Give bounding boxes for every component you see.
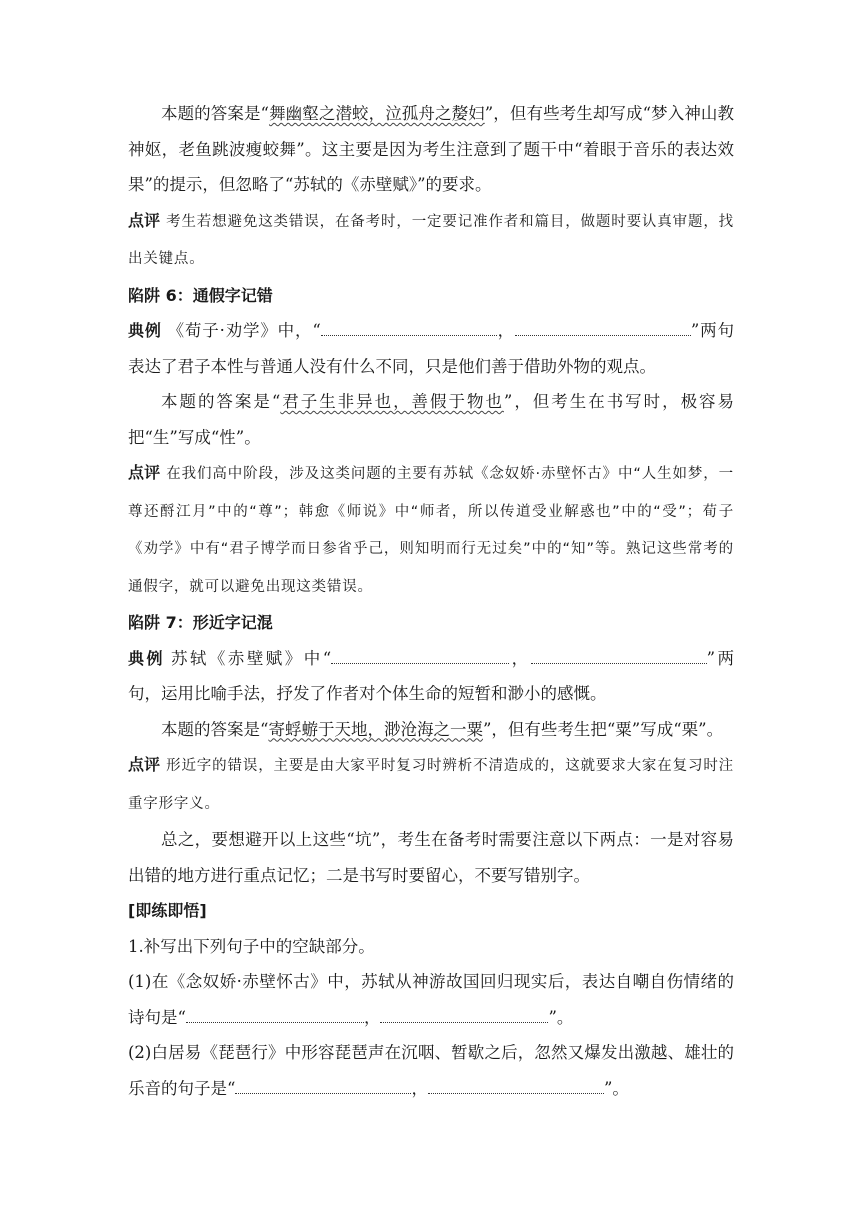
- answer-text: 寄蜉蝣于天地，渺沧海之一粟: [268, 719, 483, 739]
- answer-paragraph-3: 本题的答案是“寄蜉蝣于天地，渺沧海之一粟”，但有些考生把“粟”写成“栗”。: [161, 719, 724, 739]
- document-page: [128, 96, 734, 1106]
- fill-blank[interactable]: [531, 649, 707, 664]
- fill-blank[interactable]: [321, 321, 497, 336]
- fill-blank[interactable]: [428, 1079, 604, 1094]
- comment-2: 点评 在我们高中阶段，涉及这类问题的主要有苏轼《念奴娇·赤壁怀古》中“人生如梦，一尊还酹江月”中的“尊”；韩愈《师说》中“师者，所以传道受业解惑也”中的“受”；荀子《劝学》中有“君子博学而日参省乎己，则知明而行无过矣”中的“知”等。熟记这些常考的通假字，就可以避免出现这类错误。: [128, 463, 734, 595]
- fill-blank[interactable]: [235, 1079, 411, 1094]
- answer-text: 君子生非异也，善假于物也: [280, 392, 504, 411]
- example-label: 典例: [128, 648, 165, 668]
- comment-1: 点评 考生若想避免这类错误，在备考时，一定要记准作者和篇目，做题时要认真审题，找出关键点。: [128, 210, 734, 267]
- comment-label: 点评: [128, 463, 161, 482]
- trap-6-heading: 陷阱 6：通假字记错: [128, 285, 273, 305]
- question-1-part-1: (1)在《念奴娇·赤壁怀古》中，苏轼从神游故国回归现实后，表达自嘲自伤情绪的诗句是“ ， ”。: [128, 972, 734, 1027]
- answer-text: 舞幽壑之潜蛟，泣孤舟之嫠妇: [268, 104, 485, 123]
- question-1: 1.补写出下列句子中的空缺部分。: [128, 936, 375, 956]
- fill-blank[interactable]: [331, 649, 509, 664]
- practice-heading: [即练即悟]: [128, 901, 207, 920]
- answer-paragraph-1: 本题的答案是“舞幽壑之潜蛟，泣孤舟之嫠妇”，但有些考生却写成“梦入神山教神妪，老鱼跳波瘦蛟舞”。这主要是因为考生注意到了题干中“着眼于音乐的表达效果”的提示，但忽略了“苏轼的《赤壁赋》”的要求。: [128, 104, 735, 194]
- fill-blank[interactable]: [380, 1008, 548, 1023]
- example-6: 典例 《荀子·劝学》中，“ ， ”两句表达了君子本性与普通人没有什么不同，只是他们善于借助外物的观点。: [128, 321, 735, 376]
- example-label: 典例: [128, 321, 162, 340]
- comment-label: 点评: [128, 210, 161, 230]
- answer-paragraph-2: 本题的答案是“君子生非异也，善假于物也”，但考生在书写时，极容易把“生”写成“性”。: [128, 392, 735, 447]
- question-1-part-2: (2)白居易《琵琶行》中形容琵琶声在沉咽、暂歇之后，忽然又爆发出激越、雄壮的乐音的句子是“ ， ”。: [128, 1043, 734, 1098]
- comment-label: 点评: [128, 755, 161, 774]
- trap-7-heading: 陷阱 7：形近字记混: [128, 613, 273, 632]
- fill-blank[interactable]: [515, 321, 691, 336]
- summary-paragraph: 总之，要想避开以上这些“坑”，考生在备考时需要注意以下两点：一是对容易出错的地方进行重点记忆；二是书写时要留心，不要写错别字。: [128, 830, 734, 885]
- example-7: 典例 苏轼《赤壁赋》中“ ， ”两句，运用比喻手法，抒发了作者对个体生命的短暂和渺小的感慨。: [128, 648, 735, 703]
- comment-3: 点评 形近字的错误，主要是由大家平时复习时辨析不清造成的，这就要求大家在复习时注重字形字义。: [128, 755, 734, 812]
- fill-blank[interactable]: [186, 1008, 364, 1023]
